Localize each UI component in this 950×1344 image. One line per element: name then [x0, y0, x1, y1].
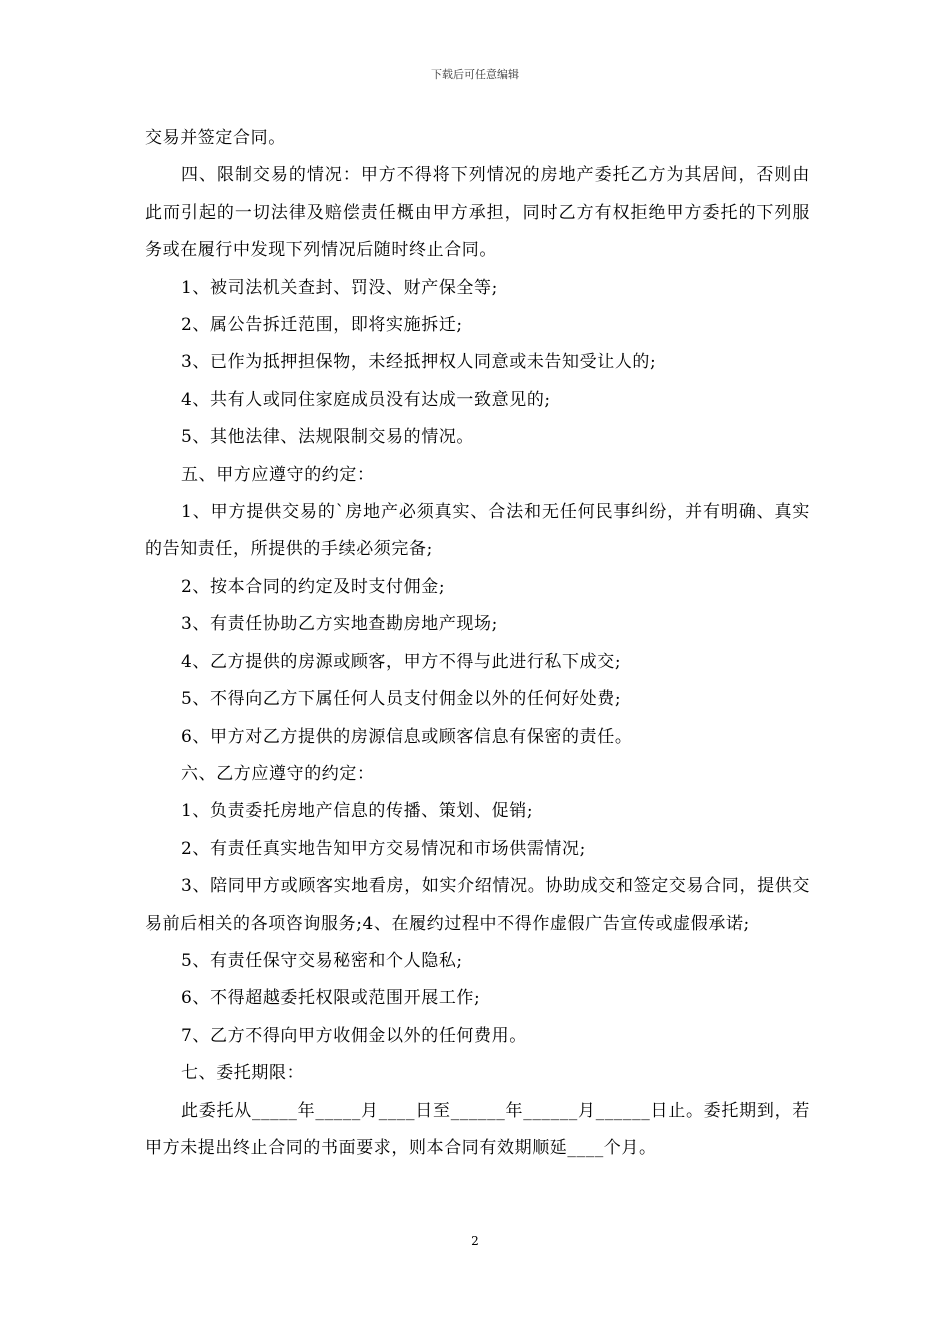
- document-body: [145, 120, 810, 1167]
- paragraph-5-item-3: 3、有责任协助乙方实地查勘房地产现场;: [181, 614, 498, 635]
- paragraph-6-item-7: 7、乙方不得向甲方收佣金以外的任何费用。: [181, 1025, 527, 1046]
- paragraph-section-4: 四、限制交易的情况：甲方不得将下列情况的房地产委托乙方为其居间，否则由此而引起的一切法律及赔偿责任概由甲方承担，同时乙方有权拒绝甲方委托的下列服务或在履行中发现下列情况后随时终止合同。: [145, 165, 810, 261]
- paragraph-4-item-4: 4、共有人或同住家庭成员没有达成一致意见的;: [181, 389, 551, 410]
- paragraph-4-item-1: 1、被司法机关查封、罚没、财产保全等;: [181, 277, 498, 298]
- paragraph-5-item-4: 4、乙方提供的房源或顾客，甲方不得与此进行私下成交;: [181, 651, 622, 672]
- paragraph-6-item-1: 1、负责委托房地产信息的传播、策划、促销;: [181, 801, 534, 822]
- paragraph-4-item-3: 3、已作为抵押担保物，未经抵押权人同意或未告知受让人的;: [181, 352, 657, 373]
- paragraph-5-item-5: 5、不得向乙方下属任何人员支付佣金以外的任何好处费;: [181, 689, 622, 710]
- paragraph-term-dates: 此委托从_____年_____月____日至______年______月______日止。委托期到，若甲方未提出终止合同的书面要求，则本合同有效期顺延____个月。: [145, 1100, 810, 1158]
- paragraph-6-item-3: 3、陪同甲方或顾客实地看房，如实介绍情况。协助成交和签定交易合同，提供交易前后相关的各项咨询服务;4、在履约过程中不得作虚假广告宣传或虚假承诺;: [145, 876, 810, 934]
- paragraph-4-item-5: 5、其他法律、法规限制交易的情况。: [181, 427, 475, 448]
- paragraph-section-5: 五、甲方应遵守的约定：: [181, 464, 375, 485]
- paragraph-1: 交易并签定合同。: [145, 128, 286, 148]
- paragraph-4-item-2: 2、属公告拆迁范围，即将实施拆迁;: [181, 315, 463, 336]
- paragraph-section-7: 七、委托期限：: [181, 1063, 305, 1084]
- paragraph-section-6: 六、乙方应遵守的约定：: [181, 763, 375, 784]
- paragraph-6-item-5: 5、有责任保守交易秘密和个人隐私;: [181, 950, 463, 971]
- paragraph-5-item-1: 1、甲方提供交易的`房地产必须真实、合法和无任何民事纠纷，并有明确、真实的告知责任，所提供的手续必须完备;: [145, 502, 810, 560]
- paragraph-6-item-2: 2、有责任真实地告知甲方交易情况和市场供需情况;: [181, 838, 586, 859]
- page-number: 2: [471, 1234, 479, 1248]
- paragraph-5-item-2: 2、按本合同的约定及时支付佣金;: [181, 576, 446, 597]
- page-header: 下载后可任意编辑: [431, 68, 519, 81]
- paragraph-5-item-6: 6、甲方对乙方提供的房源信息或顾客信息有保密的责任。: [181, 726, 633, 747]
- paragraph-6-item-6: 6、不得超越委托权限或范围开展工作;: [181, 988, 481, 1009]
